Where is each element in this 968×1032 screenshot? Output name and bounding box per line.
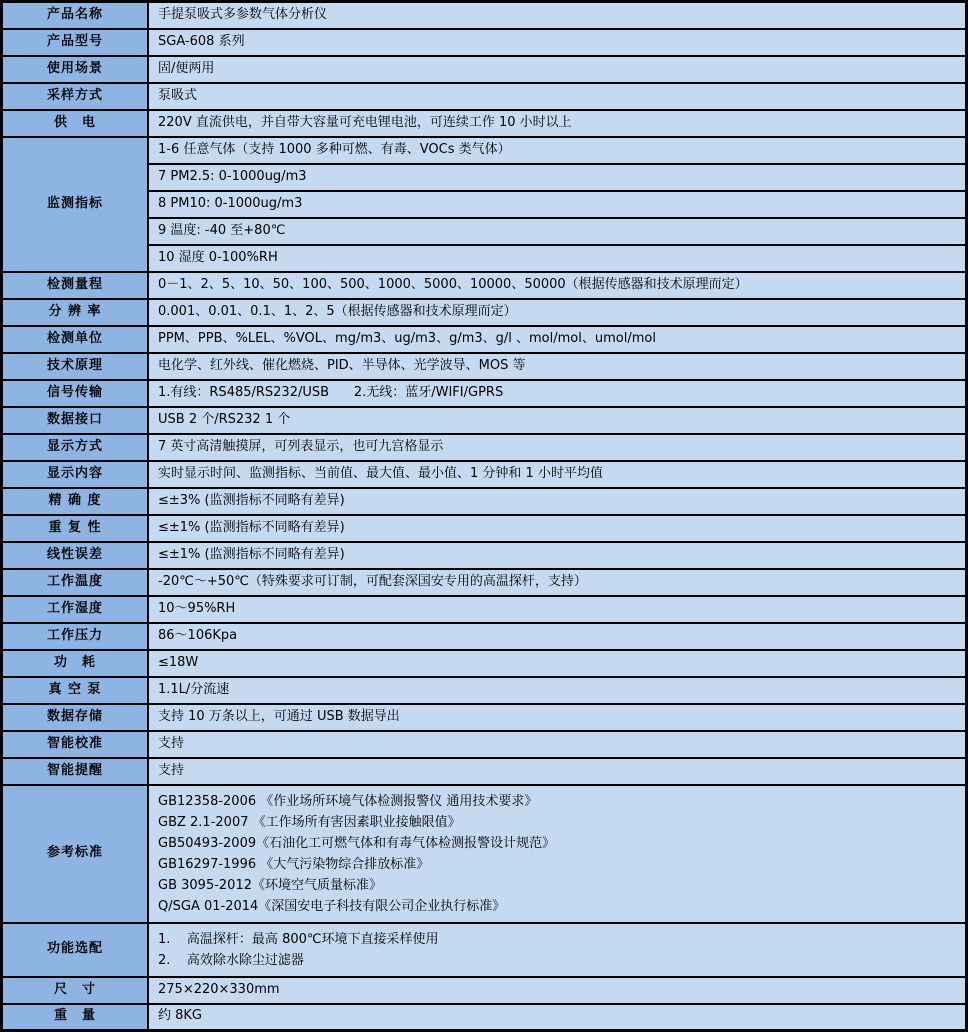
spec-label-cell [2, 569, 149, 596]
spec-value: GB 3095-2012《环境空气质量标准》 [158, 877, 382, 893]
spec-label-cell [2, 542, 149, 569]
spec-value: 电化学、红外线、催化燃烧、PID、半导体、光学波导、MOS 等 [158, 357, 526, 373]
spec-label: 功能选配 [46, 941, 103, 957]
spec-value: 8 PM10: 0-1000ug/m3 [158, 195, 303, 211]
spec-label: 智能提醒 [46, 762, 103, 778]
spec-value: 1-6 任意气体（支持 1000 多种可燃、有毒、VOCs 类气体） [158, 141, 511, 157]
spec-label-cell [2, 923, 149, 977]
spec-label: 技术原理 [46, 357, 103, 373]
spec-label: 线性误差 [46, 546, 103, 562]
spec-row [2, 380, 967, 407]
spec-value-cell [148, 488, 967, 515]
spec-label: 数据接口 [46, 411, 103, 427]
spec-label-cell [2, 623, 149, 650]
spec-row [2, 785, 967, 923]
spec-table-body [2, 2, 967, 1031]
spec-label: 显示方式 [46, 438, 103, 454]
spec-value-cell [148, 326, 967, 353]
spec-value-cell [148, 515, 967, 542]
spec-value: ≤±1% (监测指标不同略有差异) [158, 519, 345, 535]
spec-label-cell [2, 731, 149, 758]
spec-row [2, 83, 967, 110]
spec-row [2, 488, 967, 515]
spec-value-cell [148, 56, 967, 83]
spec-row [2, 515, 967, 542]
spec-value: GBZ 2.1-2007 《工作场所有害因素职业接触限值》 [158, 814, 461, 830]
spec-value: 固/便两用 [158, 60, 215, 76]
spec-row [2, 461, 967, 488]
spec-value: 7 PM2.5: 0-1000ug/m3 [158, 168, 307, 184]
spec-row [2, 353, 967, 380]
spec-value: PPM、PPB、%LEL、%VOL、mg/m3、ug/m3、g/m3、g/l 、mol/mol、umol/mol [158, 330, 656, 346]
spec-label-cell [2, 353, 149, 380]
spec-label: 分 辨 率 [48, 303, 102, 319]
spec-row [2, 596, 967, 623]
spec-label: 信号传输 [46, 384, 103, 400]
spec-label-cell [2, 56, 149, 83]
spec-value: 1.有线：RS485/RS232/USB 2.无线：蓝牙/WIFI/GPRS [158, 384, 504, 400]
spec-value: ≤±1% (监测指标不同略有差异) [158, 546, 345, 562]
spec-label: 参考标准 [46, 845, 103, 861]
spec-label: 监测指标 [46, 195, 103, 211]
spec-value: 9 温度: -40 至+80℃ [158, 222, 286, 238]
spec-value-cell [148, 785, 967, 923]
spec-label-cell [2, 29, 149, 56]
spec-value-cell [148, 731, 967, 758]
spec-value-cell [148, 434, 967, 461]
spec-value-cell [148, 83, 967, 110]
spec-value-cell [148, 191, 967, 218]
spec-row [2, 2, 967, 29]
spec-label: 显示内容 [46, 465, 103, 481]
spec-row [2, 434, 967, 461]
spec-label: 检测单位 [46, 330, 103, 346]
spec-value: 0.001、0.01、0.1、1、2、5（根据传感器和技术原理而定） [158, 303, 517, 319]
spec-value-cell [148, 164, 967, 191]
spec-label: 重 量 [53, 1008, 96, 1024]
spec-label-cell [2, 596, 149, 623]
spec-label-cell [2, 326, 149, 353]
spec-value: 86～106Kpa [158, 627, 238, 643]
spec-row [2, 977, 967, 1004]
spec-row [2, 623, 967, 650]
spec-value-cell [148, 596, 967, 623]
spec-value: GB50493-2009《石油化工可燃气体和有毒气体检测报警设计规范》 [158, 835, 556, 851]
spec-value-cell [148, 650, 967, 677]
spec-label: 重 复 性 [48, 519, 102, 535]
spec-row [2, 923, 967, 977]
spec-value-cell [148, 110, 967, 137]
spec-value-cell [148, 677, 967, 704]
spec-value: 10 湿度 0-100%RH [158, 249, 278, 265]
spec-label: 使用场景 [46, 60, 103, 76]
spec-label-cell [2, 677, 149, 704]
spec-label: 数据存储 [46, 708, 103, 724]
spec-label-cell [2, 299, 149, 326]
spec-value: ≤18W [158, 654, 199, 670]
spec-label: 尺 寸 [53, 981, 96, 997]
spec-value: 10～95%RH [158, 600, 236, 616]
spec-label: 产品型号 [46, 33, 103, 49]
spec-label-cell [2, 785, 149, 923]
spec-label-cell [2, 515, 149, 542]
spec-value-cell [148, 353, 967, 380]
spec-value-cell [148, 623, 967, 650]
spec-label: 采样方式 [46, 87, 103, 103]
spec-row [2, 272, 967, 299]
spec-row [2, 704, 967, 731]
spec-label-cell [2, 704, 149, 731]
spec-value: 220V 直流供电，并自带大容量可充电锂电池，可连续工作 10 小时以上 [158, 114, 572, 130]
spec-value: 2. 高效除水除尘过滤器 [158, 952, 304, 968]
spec-label-cell [2, 758, 149, 785]
spec-label: 工作温度 [46, 573, 103, 589]
spec-value: USB 2 个/RS232 1 个 [158, 411, 291, 427]
spec-value: 支持 [158, 762, 185, 778]
spec-label-cell [2, 650, 149, 677]
spec-row [2, 29, 967, 56]
spec-row [2, 326, 967, 353]
spec-label-cell [2, 137, 149, 272]
spec-label: 功 耗 [53, 654, 96, 670]
spec-value-cell [148, 299, 967, 326]
spec-value: 约 8KG [158, 1008, 203, 1024]
spec-label: 工作湿度 [46, 600, 103, 616]
spec-value-cell [148, 542, 967, 569]
spec-label: 检测量程 [46, 276, 103, 292]
spec-value: 0－1、2、5、10、50、100、500、1000、5000、10000、50000（根据传感器和技术原理而定） [158, 276, 748, 292]
spec-value: 泵吸式 [158, 87, 198, 103]
spec-label-cell [2, 434, 149, 461]
spec-label-cell [2, 380, 149, 407]
spec-row [2, 569, 967, 596]
spec-value: ≤±3% (监测指标不同略有差异) [158, 492, 345, 508]
spec-row [2, 542, 967, 569]
spec-value: Q/SGA 01-2014《深国安电子科技有限公司企业执行标准》 [158, 898, 506, 914]
spec-label: 工作压力 [46, 627, 103, 643]
spec-value-cell [148, 2, 967, 29]
spec-value-cell [148, 245, 967, 272]
spec-row [2, 56, 967, 83]
spec-label-cell [2, 488, 149, 515]
spec-value-cell [148, 218, 967, 245]
spec-row [2, 137, 967, 164]
spec-label-cell [2, 83, 149, 110]
spec-value: 275×220×330mm [158, 981, 280, 997]
spec-row [2, 677, 967, 704]
spec-label: 智能校准 [46, 735, 103, 751]
spec-value: 7 英寸高清触摸屏，可列表显示，也可九宫格显示 [158, 438, 444, 454]
spec-row [2, 1004, 967, 1031]
spec-label: 供 电 [53, 114, 96, 130]
spec-value-cell [148, 569, 967, 596]
spec-label: 真 空 泵 [48, 681, 102, 697]
spec-value-cell [148, 758, 967, 785]
spec-value-cell [148, 407, 967, 434]
spec-label-cell [2, 1004, 149, 1031]
spec-label-cell [2, 407, 149, 434]
spec-value: GB12358-2006 《作业场所环境气体检测报警仪 通用技术要求》 [158, 793, 538, 809]
spec-value: 手提泵吸式多参数气体分析仪 [158, 6, 328, 22]
spec-value-cell [148, 272, 967, 299]
spec-row [2, 299, 967, 326]
spec-label-cell [2, 977, 149, 1004]
spec-row [2, 650, 967, 677]
spec-value: GB16297-1996 《大气污染物综合排放标准》 [158, 856, 430, 872]
spec-value: SGA-608 系列 [158, 33, 245, 49]
spec-row [2, 731, 967, 758]
spec-value-cell [148, 461, 967, 488]
spec-label-cell [2, 110, 149, 137]
spec-value-cell [148, 977, 967, 1004]
spec-label: 精 确 度 [48, 492, 102, 508]
spec-row [2, 758, 967, 785]
spec-value-cell [148, 29, 967, 56]
spec-value-cell [148, 380, 967, 407]
spec-row [2, 407, 967, 434]
spec-value: 实时显示时间、监测指标、当前值、最大值、最小值、1 分钟和 1 小时平均值 [158, 465, 603, 481]
spec-value: 1. 高温探杆：最高 800℃环境下直接采样使用 [158, 931, 439, 947]
spec-label-cell [2, 461, 149, 488]
spec-value-cell [148, 137, 967, 164]
spec-value-cell [148, 923, 967, 977]
spec-value: -20℃～+50℃（特殊要求可订制，可配套深国安专用的高温探杆，支持） [158, 573, 587, 589]
spec-label-cell [2, 2, 149, 29]
spec-row [2, 110, 967, 137]
spec-value-cell [148, 704, 967, 731]
spec-value: 支持 10 万条以上，可通过 USB 数据导出 [158, 708, 400, 724]
spec-label-cell [2, 272, 149, 299]
spec-label: 产品名称 [46, 6, 103, 22]
spec-value-cell [148, 1004, 967, 1031]
spec-value: 1.1L/分流速 [158, 681, 230, 697]
spec-value: 支持 [158, 735, 185, 751]
